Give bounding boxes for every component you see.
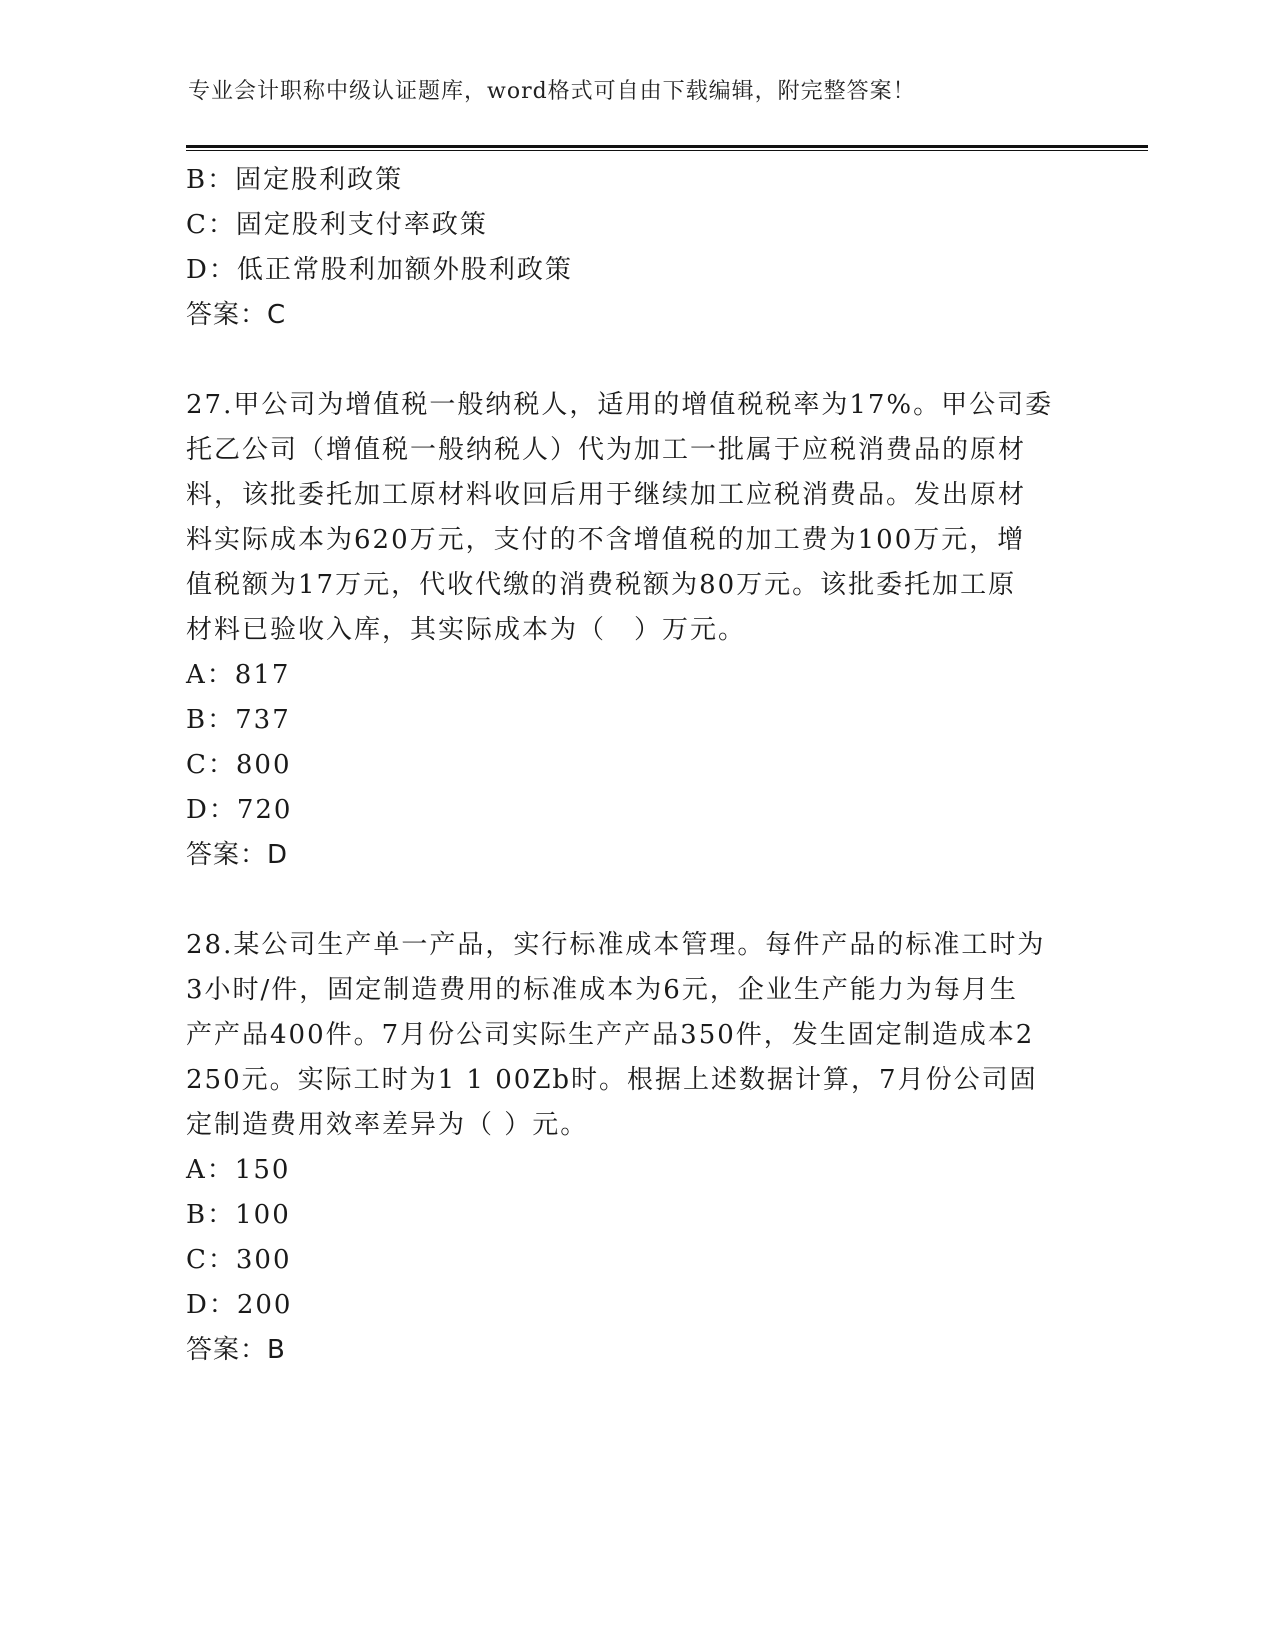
question-28-options [186, 1148, 1086, 1328]
option-c: C：800 [186, 750, 292, 780]
prev-question-options [186, 158, 1086, 293]
option-a: A：150 [186, 1155, 291, 1185]
stem-line: 28.某公司生产单一产品，实行标准成本管理。每件产品的标准工时为 [186, 930, 1046, 960]
option-c: C：固定股利支付率政策 [186, 210, 488, 240]
option-d: D：200 [186, 1290, 293, 1320]
stem-line: 托乙公司（增值税一般纳税人）代为加工一批属于应税消费品的原材 [186, 435, 1027, 465]
option-d: D：720 [186, 795, 293, 825]
spacer [186, 878, 1086, 923]
stem-line: 值税额为17万元，代收代缴的消费税额为80万元。该批委托加工原 [186, 570, 1017, 600]
stem-line: 250元。实际工时为1 1 00Zb时。根据上述数据计算，7月份公司固 [186, 1065, 1038, 1095]
stem-line: 产产品400件。7月份公司实际生产产品350件，发生固定制造成本2 [186, 1020, 1035, 1050]
stem-line: 定制造费用效率差异为（ ）元。 [186, 1110, 589, 1140]
question-28-answer: 答案：B [186, 1335, 286, 1365]
stem-line: 料实际成本为620万元，支付的不含增值税的加工费为100万元，增 [186, 525, 1026, 555]
option-d: D：低正常股利加额外股利政策 [186, 255, 573, 285]
page-header: 专业会计职称中级认证题库，word格式可自由下载编辑，附完整答案！ [188, 79, 916, 104]
option-b: B：固定股利政策 [186, 165, 404, 195]
header-rule-thin [186, 150, 1148, 151]
stem-line: 27.甲公司为增值税一般纳税人，适用的增值税税率为17%。甲公司委 [186, 390, 1054, 420]
option-b: B：737 [186, 705, 291, 735]
option-b: B：100 [186, 1200, 291, 1230]
spacer [186, 338, 1086, 383]
option-a: A：817 [186, 660, 291, 690]
question-27-stem [186, 383, 1086, 653]
document-content [186, 158, 1086, 1373]
stem-line: 料，该批委托加工原材料收回后用于继续加工应税消费品。发出原材 [186, 480, 1027, 510]
question-27-options [186, 653, 1086, 833]
prev-question-answer: 答案：C [186, 300, 287, 330]
header-rule-thick [186, 145, 1148, 148]
stem-line: 3小时/件，固定制造费用的标准成本为6元，企业生产能力为每月生 [186, 975, 1018, 1005]
question-27-answer: 答案：D [186, 840, 289, 870]
option-c: C：300 [186, 1245, 292, 1275]
stem-line: 材料已验收入库，其实际成本为（ ）万元。 [186, 615, 747, 645]
question-28-stem [186, 923, 1086, 1148]
